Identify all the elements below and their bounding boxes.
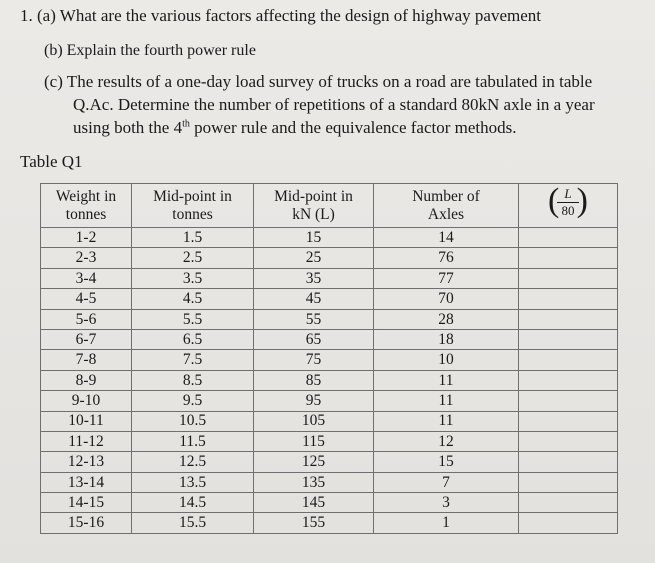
cell-midpoint-tonnes: 3.5 [132,268,254,288]
cell-number-of-axles: 28 [374,309,519,329]
cell-load-ratio [519,309,618,329]
header-midpoint-tonnes: Mid-point in tonnes [132,184,254,228]
cell-number-of-axles: 7 [374,472,519,492]
cell-load-ratio [519,472,618,492]
cell-load-ratio [519,228,618,248]
cell-weight-range: 1-2 [41,228,132,248]
cell-weight-range: 13-14 [41,472,132,492]
cell-midpoint-tonnes: 8.5 [132,370,254,390]
cell-weight-range: 4-5 [41,289,132,309]
table-body [41,228,618,534]
cell-midpoint-kn: 115 [254,431,374,451]
table-row [41,370,618,390]
cell-load-ratio [519,370,618,390]
table-caption: Table Q1 [20,152,83,171]
cell-midpoint-kn: 75 [254,350,374,370]
question-1-part-c-line3: using both the 4th power rule and the equivalence factor methods. [73,118,517,137]
cell-midpoint-kn: 85 [254,370,374,390]
cell-number-of-axles: 11 [374,411,519,431]
cell-midpoint-tonnes: 13.5 [132,472,254,492]
question-1-part-a [20,6,541,26]
table-row [41,309,618,329]
cell-number-of-axles: 77 [374,268,519,288]
cell-load-ratio [519,350,618,370]
cell-midpoint-kn: 55 [254,309,374,329]
cell-midpoint-kn: 105 [254,411,374,431]
cell-weight-range: 14-15 [41,493,132,513]
load-survey-table [40,183,618,534]
cell-midpoint-kn: 45 [254,289,374,309]
cell-number-of-axles: 11 [374,391,519,411]
cell-load-ratio [519,248,618,268]
cell-midpoint-tonnes: 2.5 [132,248,254,268]
header-weight: Weight in tonnes [41,184,132,228]
cell-weight-range: 9-10 [41,391,132,411]
table-row [41,493,618,513]
cell-midpoint-kn: 35 [254,268,374,288]
header-number-of-axles: Number of Axles [374,184,519,228]
cell-midpoint-tonnes: 14.5 [132,493,254,513]
cell-number-of-axles: 15 [374,452,519,472]
cell-load-ratio [519,268,618,288]
table-row [41,268,618,288]
cell-load-ratio [519,452,618,472]
cell-midpoint-kn: 25 [254,248,374,268]
table-row [41,452,618,472]
header-midpoint-kn: Mid-point in kN (L) [254,184,374,228]
cell-midpoint-kn: 125 [254,452,374,472]
cell-midpoint-tonnes: 10.5 [132,411,254,431]
cell-midpoint-tonnes: 5.5 [132,309,254,329]
cell-midpoint-tonnes: 6.5 [132,329,254,349]
cell-midpoint-tonnes: 15.5 [132,513,254,533]
cell-midpoint-kn: 135 [254,472,374,492]
cell-number-of-axles: 12 [374,431,519,451]
table-row [41,411,618,431]
cell-number-of-axles: 18 [374,329,519,349]
cell-number-of-axles: 3 [374,493,519,513]
table-row [41,431,618,451]
cell-number-of-axles: 11 [374,370,519,390]
table-row [41,289,618,309]
cell-midpoint-kn: 145 [254,493,374,513]
cell-load-ratio [519,329,618,349]
cell-number-of-axles: 1 [374,513,519,533]
cell-midpoint-tonnes: 12.5 [132,452,254,472]
cell-weight-range: 5-6 [41,309,132,329]
question-1-part-c-line1: (c) The results of a one-day load survey of trucks on a road are tabulated in table [44,72,593,91]
table-row [41,513,618,533]
question-1-part-b: (b) Explain the fourth power rule [44,42,256,59]
question-1-part-c-line2: Q.Ac. Determine the number of repetitions of a standard 80kN axle in a year [73,95,595,114]
cell-weight-range: 8-9 [41,370,132,390]
cell-weight-range: 6-7 [41,329,132,349]
cell-weight-range: 11-12 [41,431,132,451]
part-a-text: (a) What are the various factors affecting the design of highway pavement [37,6,541,25]
cell-number-of-axles: 14 [374,228,519,248]
table-header-row [41,184,618,228]
cell-weight-range: 3-4 [41,268,132,288]
cell-load-ratio [519,391,618,411]
cell-midpoint-tonnes: 9.5 [132,391,254,411]
cell-midpoint-tonnes: 7.5 [132,350,254,370]
table-row [41,329,618,349]
cell-load-ratio [519,289,618,309]
cell-midpoint-tonnes: 11.5 [132,431,254,451]
cell-weight-range: 2-3 [41,248,132,268]
cell-number-of-axles: 76 [374,248,519,268]
cell-number-of-axles: 10 [374,350,519,370]
cell-number-of-axles: 70 [374,289,519,309]
cell-weight-range: 12-13 [41,452,132,472]
header-load-ratio [519,184,618,228]
cell-load-ratio [519,411,618,431]
cell-midpoint-kn: 155 [254,513,374,533]
table-row [41,391,618,411]
cell-midpoint-tonnes: 1.5 [132,228,254,248]
cell-load-ratio [519,493,618,513]
cell-weight-range: 10-11 [41,411,132,431]
cell-midpoint-kn: 65 [254,329,374,349]
load-ratio-fraction: ( $\frac{L}{80}$ ) [548,182,588,219]
cell-weight-range: 15-16 [41,513,132,533]
table-row [41,228,618,248]
cell-midpoint-kn: 95 [254,391,374,411]
table-row [41,248,618,268]
cell-load-ratio [519,431,618,451]
table-row [41,472,618,492]
cell-midpoint-tonnes: 4.5 [132,289,254,309]
cell-weight-range: 7-8 [41,350,132,370]
cell-load-ratio [519,513,618,533]
question-number: 1. [20,6,33,25]
table-row [41,350,618,370]
cell-midpoint-kn: 15 [254,228,374,248]
